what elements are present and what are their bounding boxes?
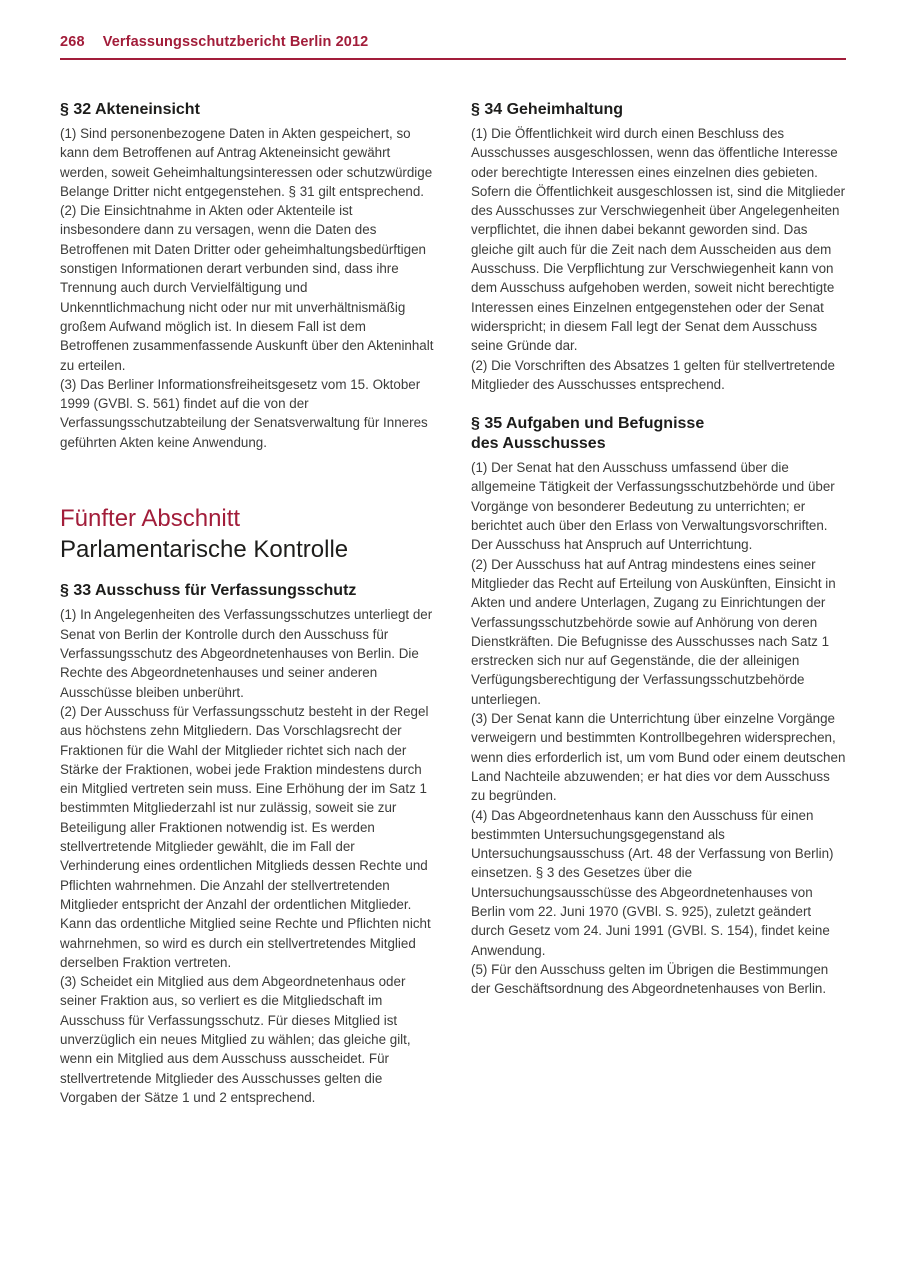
- section-35-paragraph-1: (1) Der Senat hat den Ausschuss umfassend über die allgemeine Tätigkeit der Verfassungsschutzbehörde und über Vorgänge von besonderer Bedeutung zu unterrichten; er berichtet auch über den Erlass von Verwaltungsvorschriften. Der Ausschuss hat Anspruch auf Unterrichtung.: [471, 460, 835, 553]
- right-column: [471, 100, 846, 1107]
- section-34-paragraph-1: (1) Die Öffentlichkeit wird durch einen Beschluss des Ausschusses ausgeschlossen, wenn das öffentliche Interesse oder berechtigte Interessen eines einzelnen dies gebieten. Sofern die Öffentlichkeit ausgeschlossen ist, sind die Mitglieder des Ausschusses zur Verschwiegenheit über Angelegenheiten verpflichtet, die ihnen dabei bekannt geworden sind. Das gleiche gilt auch für die Zeit nach dem Ausscheiden aus dem Ausschuss. Die Verpflichtung zur Verschwiegenheit kann von dem Ausschuss aufgehoben werden, soweit nicht berechtigte Interessen eines Einzelnen entgegenstehen oder der Senat widerspricht; in diesem Fall legt der Senat dem Ausschuss seine Gründe dar.: [471, 126, 846, 354]
- section-33-paragraph-2: (2) Der Ausschuss für Verfassungsschutz besteht in der Regel aus höchstens zehn Mitgliedern. Das Vorschlagsrecht der Fraktionen für die Wahl der Mitglieder richtet sich nach der Stärke der Fraktionen, wobei jede Fraktion mindestens durch ein Mitglied vertreten sein muss. Eine Erhöhung der im Satz 1 bestimmten Mitgliederzahl ist nur zulässig, soweit sie zur Beteiligung aller Fraktionen notwendig ist. Es werden stellvertretende Mitglieder gewählt, die im Fall der Verhinderung eines ordentlichen Mitglieds dessen Rechte und Pflichten wahrnehmen. Die Anzahl der stellvertretenden Mitglieder entspricht der Anzahl der ordentlichen Mitglieder. Kann das ordentliche Mitglied seine Rechte und Pflichten nicht wahrnehmen, so wird es durch ein stellvertretendes Mitglied derselben Fraktion vertreten.: [60, 703, 431, 970]
- section-35-paragraph-3: (3) Der Senat kann die Unterrichtung über einzelne Vorgänge verweigern und bestimmten Kontrollbegehren widersprechen, wenn dies erforderlich ist, um vom Bund oder einem deutschen Land Nachteile abzuwenden; er hat dies vor dem Ausschuss zu begründen.: [471, 711, 846, 804]
- chapter-number: Fünfter Abschnitt: [60, 505, 241, 533]
- document-title: Verfassungsschutzbericht Berlin 2012: [102, 34, 369, 50]
- section-35-paragraph-2: (2) Der Ausschuss hat auf Antrag mindestens eines seiner Mitglieder das Recht auf Erteilung von Auskünften, Einsicht in Akten und andere Unterlagen, Zugang zu Einrichtungen der Verfassungsschutzbehörde sowie auf Anhörung von deren Dienstkräften. Die Befugnisse des Ausschusses nach Satz 1 erstrecken sich nur auf Gegenstände, die der alleinigen Verfügungsberechtigung der Verfassungsschutzbehörde unterliegen.: [471, 556, 836, 707]
- section-32-paragraph-1: (1) Sind personenbezogene Daten in Akten gespeichert, so kann dem Betroffenen auf Antrag Akteneinsicht gewährt werden, soweit Geheimhaltungsinteressen oder schutzwürdige Belange Dritter nicht entgegenstehen. § 31 gilt entsprechend.: [60, 126, 433, 199]
- section-35-paragraph-4: (4) Das Abgeordnetenhaus kann den Ausschuss für einen bestimmten Untersuchungsgegenstand als Untersuchungsausschuss (Art. 48 der Verfassung von Berlin) einsetzen. § 3 des Gesetzes über die Untersuchungsausschüsse des Abgeordnetenhauses von Berlin vom 22. Juni 1970 (GVBl. S. 925), zuletzt geändert durch Gesetz vom 24. Juni 1991 (GVBl. S. 154), findet keine Anwendung.: [471, 807, 834, 958]
- section-34-heading: § 34 Geheimhaltung: [471, 101, 624, 118]
- section-33-heading: § 33 Ausschuss für Verfassungsschutz: [60, 582, 357, 600]
- content-columns: [60, 100, 846, 1107]
- chapter-heading: [60, 504, 435, 565]
- section-33-paragraph-3: (3) Scheidet ein Mitglied aus dem Abgeordnetenhaus oder seiner Fraktion aus, so verliert es die Mitgliedschaft im Ausschuss für Verfassungsschutz. Für dieses Mitglied ist unverzüglich ein neues Mitglied zu wählen; das gleiche gilt, wenn ein Mitglied aus dem Ausschuss ausscheidet. Für stellvertretende Mitglieder des Ausschusses gelten die Vorgaben der Sätze 1 und 2 entsprechend.: [60, 974, 411, 1105]
- chapter-title: Parlamentarische Kontrolle: [60, 535, 349, 563]
- page-number: 268: [60, 34, 85, 50]
- section-35-heading: § 35 Aufgaben und Befugnisse des Ausschusses: [471, 415, 705, 453]
- section-33-paragraph-1: (1) In Angelegenheiten des Verfassungsschutzes unterliegt der Senat von Berlin der Kontrolle durch den Ausschuss für Verfassungsschutz des Abgeordnetenhauses von Berlin. Die Rechte des Abgeordnetenhauses und seiner anderen Ausschüsse bleiben unberührt.: [60, 607, 433, 700]
- section-35-paragraph-5: (5) Für den Ausschuss gelten im Übrigen die Bestimmungen der Geschäftsordnung des Abgeordnetenhauses von Berlin.: [471, 961, 829, 997]
- section-32-heading: § 32 Akteneinsicht: [60, 101, 200, 118]
- section-32-paragraph-2: (2) Die Einsichtnahme in Akten oder Aktenteile ist insbesondere dann zu versagen, wenn die Daten des Betroffenen mit Daten Dritter oder geheimhaltungsbedürftigen sonstigen Informationen derart verbunden sind, dass ihre Trennung auch durch Vervielfältigung und Unkenntlichmachung nicht oder nur mit unverhältnismäßig großem Aufwand möglich ist. In diesem Fall ist dem Betroffenen zusammenfassende Auskunft über den Akteninhalt zu erteilen.: [60, 203, 434, 373]
- section-32-paragraph-3: (3) Das Berliner Informationsfreiheitsgesetz vom 15. Oktober 1999 (GVBl. S. 561) findet auf die von der Verfassungsschutzabteilung der Senatsverwaltung für Inneres geführten Akten keine Anwendung.: [60, 376, 428, 450]
- left-column: [60, 100, 435, 1107]
- section-34-paragraph-2: (2) Die Vorschriften des Absatzes 1 gelten für stellvertretende Mitglieder des Ausschusses entsprechend.: [471, 357, 835, 392]
- page-header: [60, 34, 846, 60]
